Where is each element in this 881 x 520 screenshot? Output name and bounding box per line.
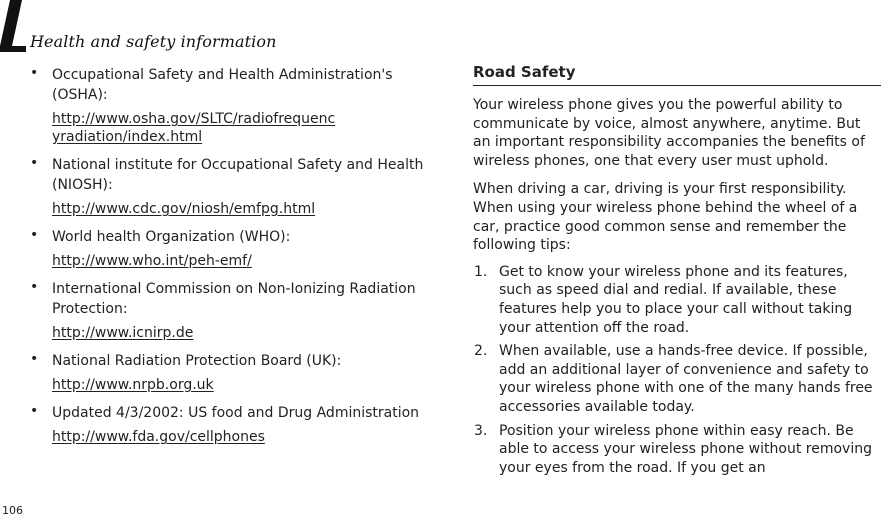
list-item (28, 278, 433, 342)
corner-mark-decoration (0, 0, 26, 52)
road-safety-section (473, 62, 881, 482)
organization-link[interactable]: http://www.cdc.gov/niosh/emfpg.html (52, 201, 316, 217)
bullet-icon: • (30, 279, 39, 295)
list-item (28, 226, 433, 270)
tip-text: Position your wireless phone within easy reach. Be able to access your wireless phone without removing your eyes from the road. If you get an (499, 422, 872, 476)
bullet-icon: • (30, 155, 39, 171)
organization-name: Updated 4/3/2002: US food and Drug Administration (52, 405, 420, 421)
organizations-list (28, 64, 433, 446)
paragraph: When driving a car, driving is your first responsibility. When using your wireless phone behind the wheel of a car, practice good common sense and remember the following tips: (473, 181, 858, 254)
list-item (28, 154, 433, 218)
tip-number: 1. (474, 263, 488, 280)
organization-name: National Radiation Protection Board (UK): (52, 353, 342, 369)
organization-name: Occupational Safety and Health Administration's (OSHA): (52, 67, 393, 103)
tip-item (473, 342, 881, 416)
list-item (28, 350, 433, 394)
organization-link[interactable]: http://www.fda.gov/cellphones (52, 429, 265, 445)
tip-number: 2. (474, 343, 488, 360)
tip-text: Get to know your wireless phone and its features, such as speed dial and redial. If available, these features help you to place your call without taking your attention off the road. (499, 263, 853, 336)
bullet-icon: • (30, 65, 39, 81)
organization-name: National institute for Occupational Safety and Health (NIOSH): (52, 157, 424, 193)
organization-link[interactable]: http://www.nrpb.org.uk (52, 377, 214, 393)
organization-name: World health Organization (WHO): (52, 229, 291, 245)
tip-item (473, 263, 881, 337)
list-item (28, 64, 433, 146)
organization-link[interactable]: http://www.osha.gov/SLTC/radiofrequencyradiation/index.html (52, 111, 336, 145)
page-header-title: Health and safety information (30, 32, 277, 51)
bullet-icon: • (30, 403, 39, 419)
list-item (28, 402, 433, 446)
organization-link[interactable]: http://www.icnirp.de (52, 325, 194, 341)
tip-item (473, 422, 881, 478)
organization-name: International Commission on Non-Ionizing Radiation Protection: (52, 281, 416, 317)
organization-link[interactable]: http://www.who.int/peh-emf/ (52, 253, 252, 269)
paragraph: Your wireless phone gives you the powerful ability to communicate by voice, almost anywhere, anytime. But an important responsibility accompanies the benefits of wireless phones, one that every user must uphold. (473, 97, 865, 169)
section-heading: Road Safety (473, 62, 881, 86)
tip-text: When available, use a hands-free device. If possible, add an additional layer of convenience and safety to your wireless phone with one of the many hands free accessories available today. (499, 343, 873, 415)
bullet-icon: • (30, 351, 39, 367)
bullet-icon: • (30, 227, 39, 243)
tips-list (473, 263, 881, 478)
organizations-column (28, 64, 433, 454)
page-number: 106 (2, 504, 23, 517)
tip-number: 3. (474, 422, 488, 439)
